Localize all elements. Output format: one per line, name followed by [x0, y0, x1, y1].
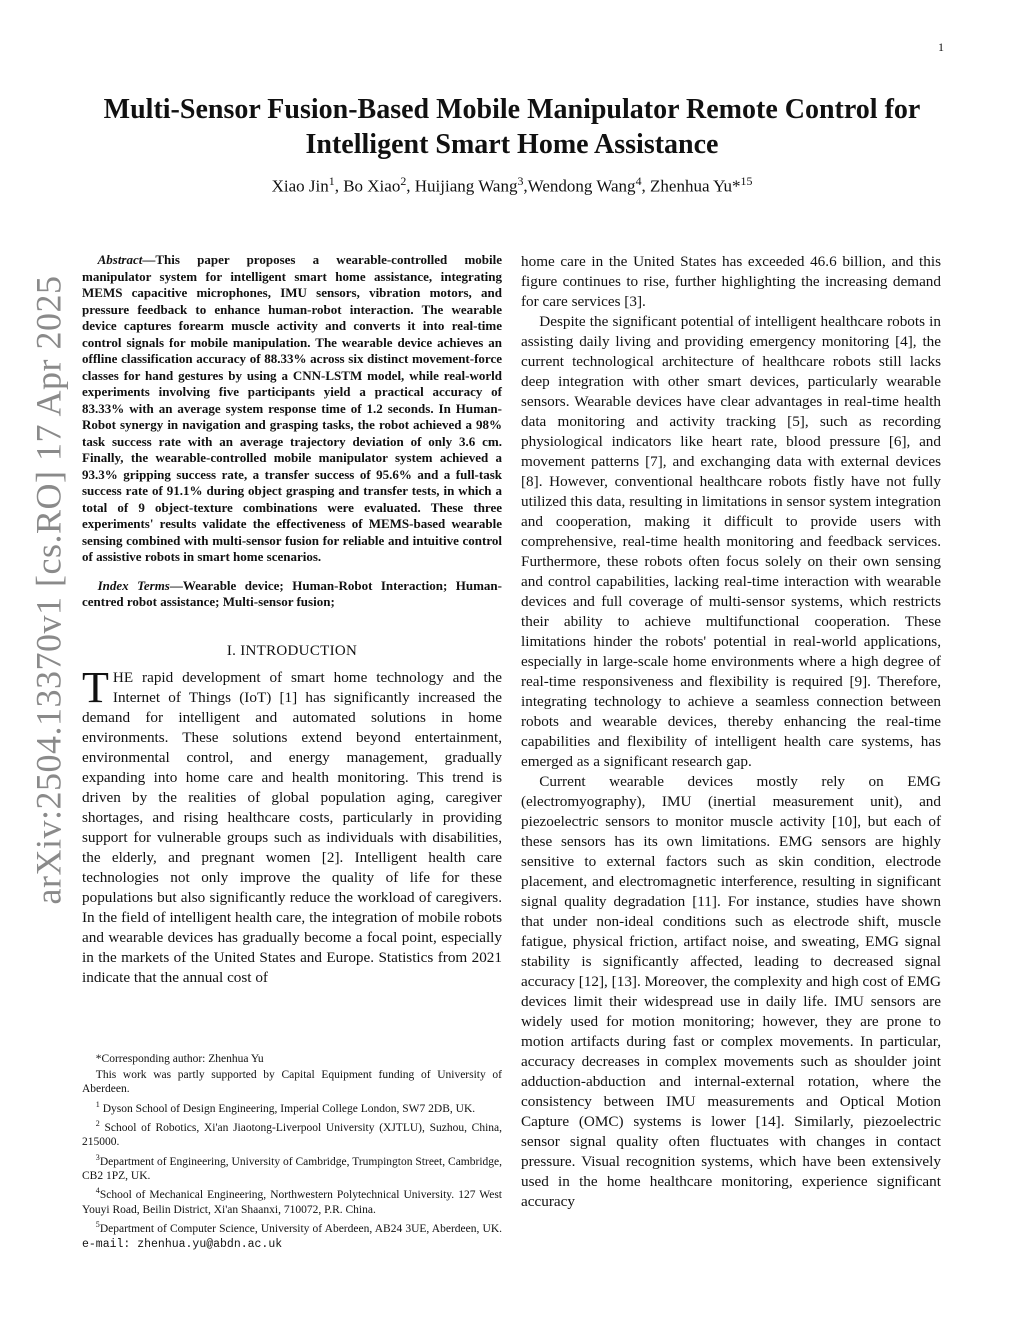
paper-title: Multi-Sensor Fusion-Based Mobile Manipulator Remote Control for Intelligent Smart Home Assistance: [103, 94, 921, 160]
author-name: Xiao Jin: [271, 176, 329, 196]
arxiv-sidebar: [8, 200, 88, 980]
author-name: Huijiang Wang: [414, 176, 518, 196]
footnotes: [82, 1052, 502, 1253]
footnote-mark: 4: [95, 1186, 100, 1196]
footnote-affiliation: [82, 1117, 502, 1150]
footnote-mark: 2: [95, 1118, 100, 1128]
footnote-mark: 5: [95, 1220, 100, 1230]
body-paragraph: home care in the United States has exceeded 46.6 billion, and this figure continues to rise, further highlighting the increasing demand for care services [3].: [521, 253, 941, 310]
footnote-affiliation: [82, 1218, 502, 1252]
footnote-text: Dyson School of Design Engineering, Imperial College London, SW7 2DB, UK.: [99, 1102, 476, 1115]
author-name: Zhenhua Yu*: [650, 176, 741, 196]
intro-paragraph: [82, 662, 502, 988]
index-terms: [82, 578, 502, 611]
author-affiliation-mark: 2: [400, 174, 407, 188]
author-affiliation-mark: 1: [328, 174, 335, 188]
footnote-affiliation: [82, 1151, 502, 1184]
body-paragraph: Despite the significant potential of intelligent healthcare robots in assisting daily living and providing emergency monitoring [4], the current technological architecture of healthcare robots still lacks deep integration with other smart devices, particularly wearable sensors. Wearable devices have clear advantages in real-time health data monitoring and activity tracking [5], such as recording physiological indicators like heart rate, blood pressure [6], and movement patterns [7], and exchanging data with external devices [8]. However, conventional healthcare robots fistly have not fully utilized this data, resulting in limitations in sensor system integration and cooperation, making it difficult to provide users with comprehensive, real-time health monitoring and feedback services. Furthermore, these robots often focus solely on their own sensing and control capabilities, lacking real-time interaction with wearable devices and full coverage of multi-sensor systems, which restricts their ability to achieve multifunctional cooperation. These limitations hinder the robots' potential in real-world applications, especially in large-scale home environments where a high degree of real-time responsiveness and flexibility is required [9]. Therefore, integrating technology to achieve a seamless connection between robots and wearable devices, thereby enhancing the real-time capabilities and flexibility of intelligent health care systems, has emerged as a significant research gap.: [521, 313, 941, 770]
author-name: Bo Xiao: [343, 176, 401, 196]
section-heading: I. INTRODUCTION: [226, 642, 358, 659]
right-column: [521, 252, 941, 1212]
footnote-text: School of Mechanical Engineering, Northwestern Polytechnical University. 127 West Youyi Road, Beilin District, Xi'an Shaanxi, 710072, P.R. China.: [82, 1189, 502, 1216]
abstract-text: —This paper proposes a wearable-controlled mobile manipulator system for intelligent smart home assistance, integrating MEMS capacitive microphones, IMU sensors, vibration motors, and pressure feedback to enhance human-robot interaction. The wearable device captures forearm muscle activity and converts it into real-time control signals for mobile manipulation. The wearable device achieves an offline classification accuracy of 88.33% across six distinct movement-force classes for hand gestures by using a CNN-LSTM model, while real-world experiments involving five participants yield a practical accuracy of 83.33% with an average system response time of 1.2 seconds. In Human-Robot synergy in navigation and grasping tasks, the robot achieved a 98% task success rate with an average trajectory deviation of only 3.6 cm. Finally, the wearable-controlled mobile manipulator system achieved a 93.3% gripping success rate, a transfer success of 95.6% and a full-task success rate of 91.1% during object grasping and transfer tests, in which a total of 9 object-texture combinations were evaluated. These three experiments' results validate the effectiveness of MEMS-based wearable sensing combined with multi-sensor fusion for reliable and intuitive control of assistive robots in smart home scenarios.: [82, 252, 502, 564]
abstract: [82, 252, 502, 566]
footnote-funding: This work was partly supported by Capital Equipment funding of University of Aberdeen.: [82, 1068, 502, 1095]
footnote-text: Department of Engineering, University of Cambridge, Trumpington Street, Cambridge, CB2 1PZ, UK.: [82, 1155, 502, 1182]
footnote-mark: 3: [95, 1152, 100, 1162]
footnote-email: e-mail: zhenhua.yu@abdn.ac.uk: [82, 1237, 283, 1251]
footnote-text: Department of Computer Science, University of Aberdeen, AB24 3UE, Aberdeen, UK.: [99, 1223, 502, 1236]
left-column: [82, 252, 502, 988]
footnote-corresponding: *Corresponding author: Zhenhua Yu: [95, 1053, 264, 1065]
page-number: 1: [938, 40, 944, 54]
author-list: Xiao Jin$^1$, Bo Xiao$^2$, Huijiang Wang$^3$,Wendong Wang$^4$, Zhenhua Yu*$^{15}$: [271, 174, 753, 196]
intro-paragraph-text: HE rapid development of smart home technology and the Internet of Things (IoT) [1] has significantly increased the demand for intelligent and automated solutions in home environments. These solutions extend beyond entertainment, environmental control, and energy management, gradually expanding into home care and health monitoring. This trend is driven by the realities of global population aging, caregiver shortages, and rising healthcare costs, particularly in providing support for vulnerable groups such as individuals with disabilities, the elderly, and pregnant women [2]. Intelligent health care technologies not only improve the quality of life for these populations but also significantly reduce the workload of caregivers. In the field of intelligent health care, the integration of mobile robots and wearable devices has gradually become a focal point, especially in the markets of the United States and Europe. Statistics from 2021 indicate that the annual cost of: [82, 668, 502, 986]
author-affiliation-mark: 3: [517, 174, 524, 188]
body-paragraph: Current wearable devices mostly rely on EMG (electromyography), IMU (inertial measurement unit), and piezoelectric sensors to monitor muscle activity [10], but each of these sensors has its own limitations. EMG sensors are highly sensitive to external factors such as skin condition, electrode placement, and electromagnetic interference, resulting in significant signal quality degradation [11]. For instance, studies have shown that under non-ideal conditions such as electrode shift, muscle fatigue, physical friction, artifact noise, and sweating, EMG signal stability is significantly affected, leading to decreased signal accuracy [12], [13]. Moreover, the complexity and high cost of EMG devices limit their widespread use in daily life. IMU sensors are widely used for motion monitoring; however, they are prone to motion artifacts during fast or complex movements. In particular, accuracy decreases in complex movements such as shoulder joint adduction-abduction and internal-external rotation, where the consistency between IMU measurements and Optical Motion Capture (OMC) systems is lower [14]. Similarly, piezoelectric sensor signal quality often fluctuates with changes in contact pressure. Visual recognition systems, which have been extensively used in the home healthcare monitoring, experience significant accuracy: [521, 773, 941, 1210]
index-terms-label: Index Terms: [97, 577, 170, 593]
author-name: Wendong Wang: [527, 176, 636, 196]
author-affiliation-mark: 15: [740, 174, 753, 188]
footnote-affiliation: [82, 1184, 502, 1217]
dropcap: T: [82, 662, 109, 712]
footnote-mark: 1: [95, 1099, 100, 1109]
arxiv-identifier: arXiv:2504.13370v1 [cs.RO] 17 Apr 2025: [28, 275, 69, 905]
footnote-affiliation: [82, 1098, 502, 1116]
author-affiliation-mark: 4: [635, 174, 642, 188]
abstract-label: Abstract: [97, 252, 143, 267]
index-terms-text: —Wearable device; Human-Robot Interaction; Human-centred robot assistance; Multi-sensor fusion;: [82, 577, 502, 609]
footnote-text: School of Robotics, Xi'an Jiaotong-Liverpool University (XJTLU), Suzhou, China, 215000.: [82, 1121, 502, 1149]
